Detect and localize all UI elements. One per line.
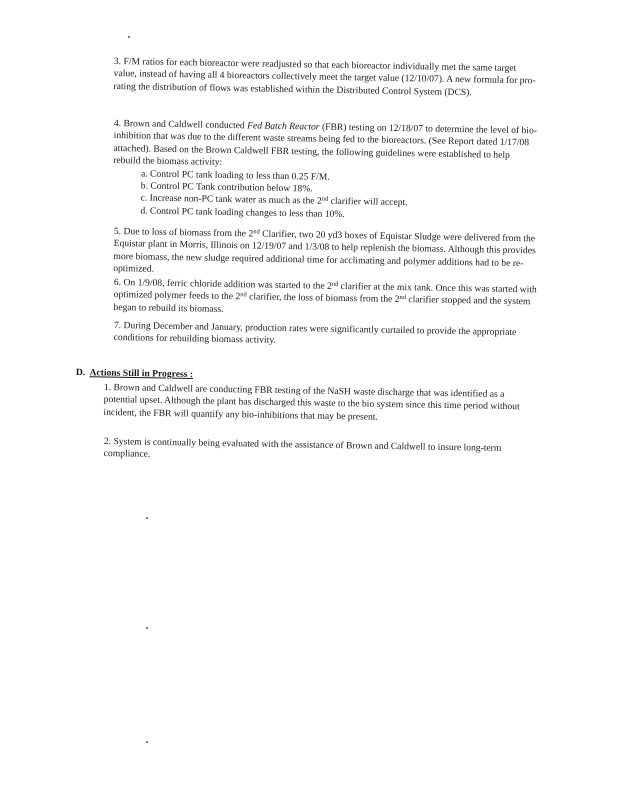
item-4 (112, 118, 538, 225)
section-d-item-2-text: System is continually being evaluated with the assistance of Brown and Caldwell to insure long-term compliance. (103, 436, 502, 461)
item-5 (113, 226, 538, 283)
guideline-a: a. Control PC tank loading to less than 0.25 F/M. (140, 168, 330, 183)
item-6-mid2: clarifier, the loss of biomass from the 2 (246, 291, 400, 306)
section-d-heading (76, 367, 193, 381)
item-5-post: Clarifier, two 20 yd3 boxes of Equistar Sludge were delivered from the Equistar plant in Morris, Illinois on 12/19/07 and 1/3/08 to help replenish the biomass. Although this provides more biomass, the new sludge required additional time for acclimating and polymer additions had to be re-optimized. (113, 228, 536, 275)
item-5-sup: nd (253, 228, 260, 236)
section-d-item-1-text: Brown and Caldwell are conducting FBR testing of the NaSH waste discharge that was identified as a potential upset. Although the plant has discharged this waste to the bio system since this time period without incident, the FBR will quantify any bio-inhibitions that may be present. (103, 382, 520, 423)
item-3-number: 3. (113, 56, 122, 68)
item-6 (113, 277, 538, 322)
item-7-number: 7. (113, 320, 122, 332)
section-d-title: Actions Still in Progress : (89, 367, 194, 381)
section-d-item-1-number: 1. (103, 382, 112, 394)
item-6-post: clarifier stopped and the system began to rebuild its biomass. (113, 294, 531, 315)
scan-speck (128, 36, 130, 38)
guideline-c-sup: nd (321, 196, 329, 204)
item-5-pre: Due to loss of biomass from the 2 (123, 226, 254, 240)
item-4-number: 4. (113, 118, 122, 130)
item-4-text-a: Brown and Caldwell conducted (123, 118, 245, 132)
guideline-b: b. Control PC Tank contribution below 18%. (140, 180, 313, 195)
scan-speck (146, 627, 148, 629)
item-4-text-b: (FBR) testing on 12/18/07 to determine the level of bio-inhibition that was due to the different waste streams being fed to the bioreactors. (See Report dated 1/17/08 attached). Based on the Brown Caldwell FBR testing, the following guidelines were established to help rebuild the biomass activity: (113, 121, 538, 169)
item-6-mid: clarifier at the mix tank. Once this was started with optimized polymer feeds to the 2 (113, 280, 537, 303)
item-3 (113, 56, 538, 101)
item-6-number: 6. (113, 277, 122, 289)
section-d-item-1 (103, 382, 534, 427)
item-5-number: 5. (113, 226, 122, 238)
item-6-pre: On 1/9/08, ferric chloride addition was started to the 2 (123, 277, 332, 292)
item-6-sup3: nd (399, 294, 407, 302)
item-6-sup1: nd (331, 280, 339, 288)
item-3-text: F/M ratios for each bioreactor were readjusted so that each bioreactor individually met the same target value, instead of having all 4 bioreactors collectively meet the target value (12/10/07). A new formula for pro-rating the distribution of flows was established within the Distributed Control System (DCS). (113, 56, 536, 99)
section-d-item-2 (104, 436, 534, 468)
item-7-text: During December and January, production rates were significantly curtailed to provide the appropriate conditions for rebuilding biomass activity. (113, 320, 517, 347)
guideline-c-pre: c. Increase non-PC tank water as much as the 2 (140, 192, 322, 208)
item-6-sup2: nd (240, 291, 247, 299)
scan-speck (146, 741, 148, 743)
section-d-letter: D. (75, 367, 86, 379)
guideline-d: d. Control PC tank loading changes to less than 10%. (140, 205, 345, 220)
guideline-c-post: clarifier will accept. (328, 196, 408, 209)
item-7 (114, 320, 538, 352)
scan-speck (146, 517, 148, 519)
section-d-item-2-number: 2. (103, 436, 112, 448)
item-4-text-italic: Fed Batch Reactor (247, 120, 320, 133)
